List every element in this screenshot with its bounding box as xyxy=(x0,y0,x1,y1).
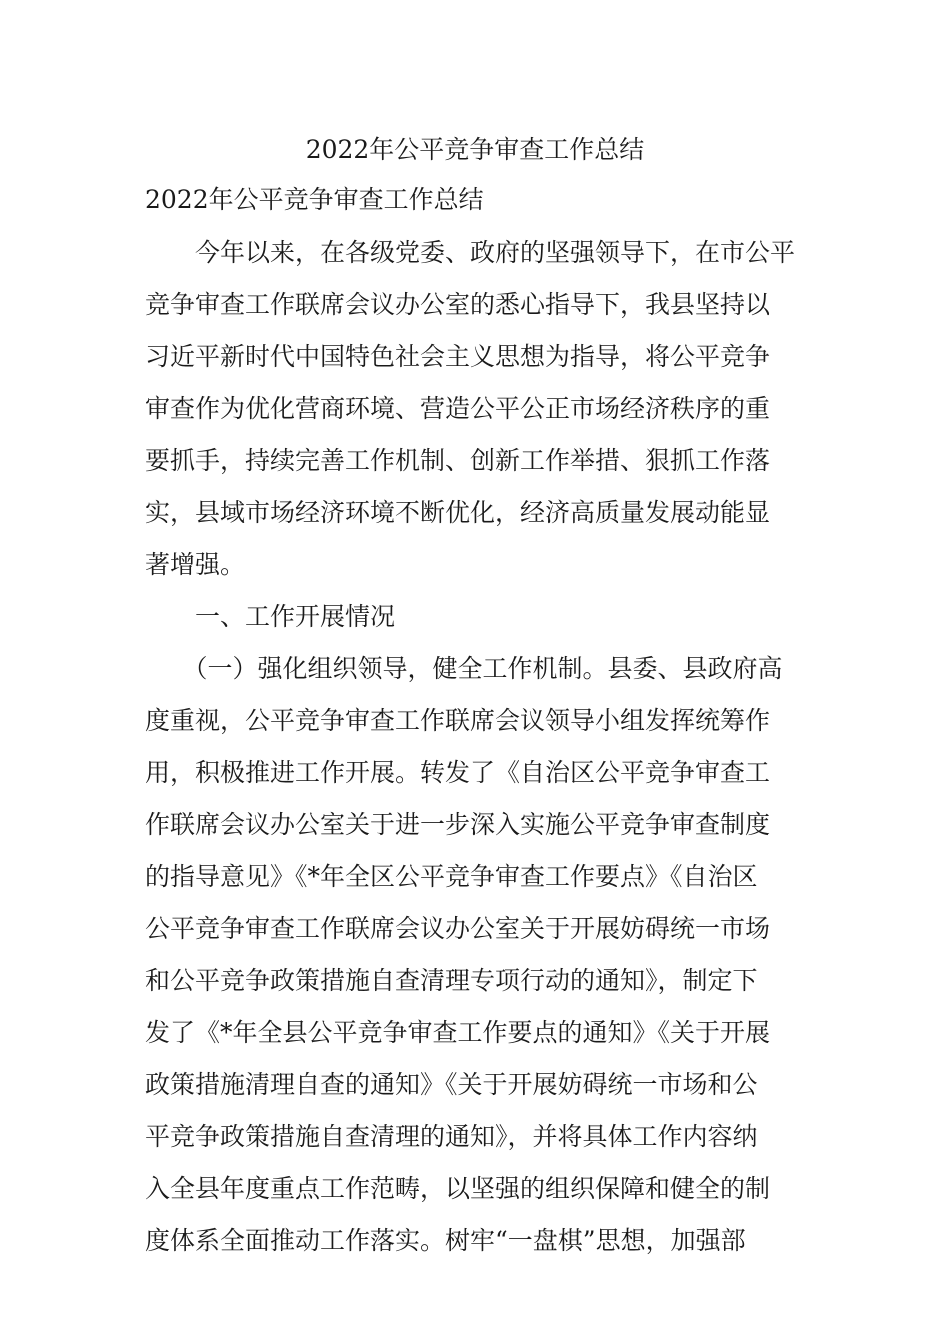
body-line: 审查作为优化营商环境、营造公平公正市场经济秩序的重 xyxy=(145,394,771,423)
document-subtitle: 2022年公平竞争审查工作总结 xyxy=(145,185,484,214)
body-line: 习近平新时代中国特色社会主义思想为指导，将公平竞争 xyxy=(145,342,771,371)
body-line: 和公平竞争政策措施自查清理专项行动的通知》，制定下 xyxy=(145,966,758,995)
body-line: 入全县年度重点工作范畴，以坚强的组织保障和健全的制 xyxy=(145,1174,771,1203)
body-line: 公平竞争审查工作联席会议办公室关于开展妨碍统一市场 xyxy=(145,914,771,943)
document-title: 2022年公平竞争审查工作总结 xyxy=(305,135,645,164)
section-heading: 一、工作开展情况 xyxy=(145,602,396,631)
body-line: 竞争审查工作联席会议办公室的悉心指导下，我县坚持以 xyxy=(145,290,771,319)
body-line: 今年以来，在各级党委、政府的坚强领导下，在市公平 xyxy=(145,238,796,267)
body-line: （一）强化组织领导，健全工作机制。县委、县政府高 xyxy=(145,654,783,683)
body-line: 作联席会议办公室关于进一步深入实施公平竞争审查制度 xyxy=(145,810,771,839)
body-line: 度重视，公平竞争审查工作联席会议领导小组发挥统筹作 xyxy=(145,706,771,735)
body-line: 实，县域市场经济环境不断优化，经济高质量发展动能显 xyxy=(145,498,771,527)
body-line: 政策措施清理自查的通知》《关于开展妨碍统一市场和公 xyxy=(145,1070,758,1099)
body-line: 度体系全面推动工作落实。树牢“一盘棋”思想，加强部 xyxy=(145,1226,746,1255)
body-line: 要抓手，持续完善工作机制、创新工作举措、狠抓工作落 xyxy=(145,446,771,475)
body-line: 平竞争政策措施自查清理的通知》，并将具体工作内容纳 xyxy=(145,1122,758,1151)
body-line: 的指导意见》《*年全区公平竞争审查工作要点》《自治区 xyxy=(145,862,758,891)
body-line: 发了《*年全县公平竞争审查工作要点的通知》《关于开展 xyxy=(145,1018,771,1047)
body-line: 著增强。 xyxy=(145,550,246,579)
body-line: 用，积极推进工作开展。转发了《自治区公平竞争审查工 xyxy=(145,758,771,787)
